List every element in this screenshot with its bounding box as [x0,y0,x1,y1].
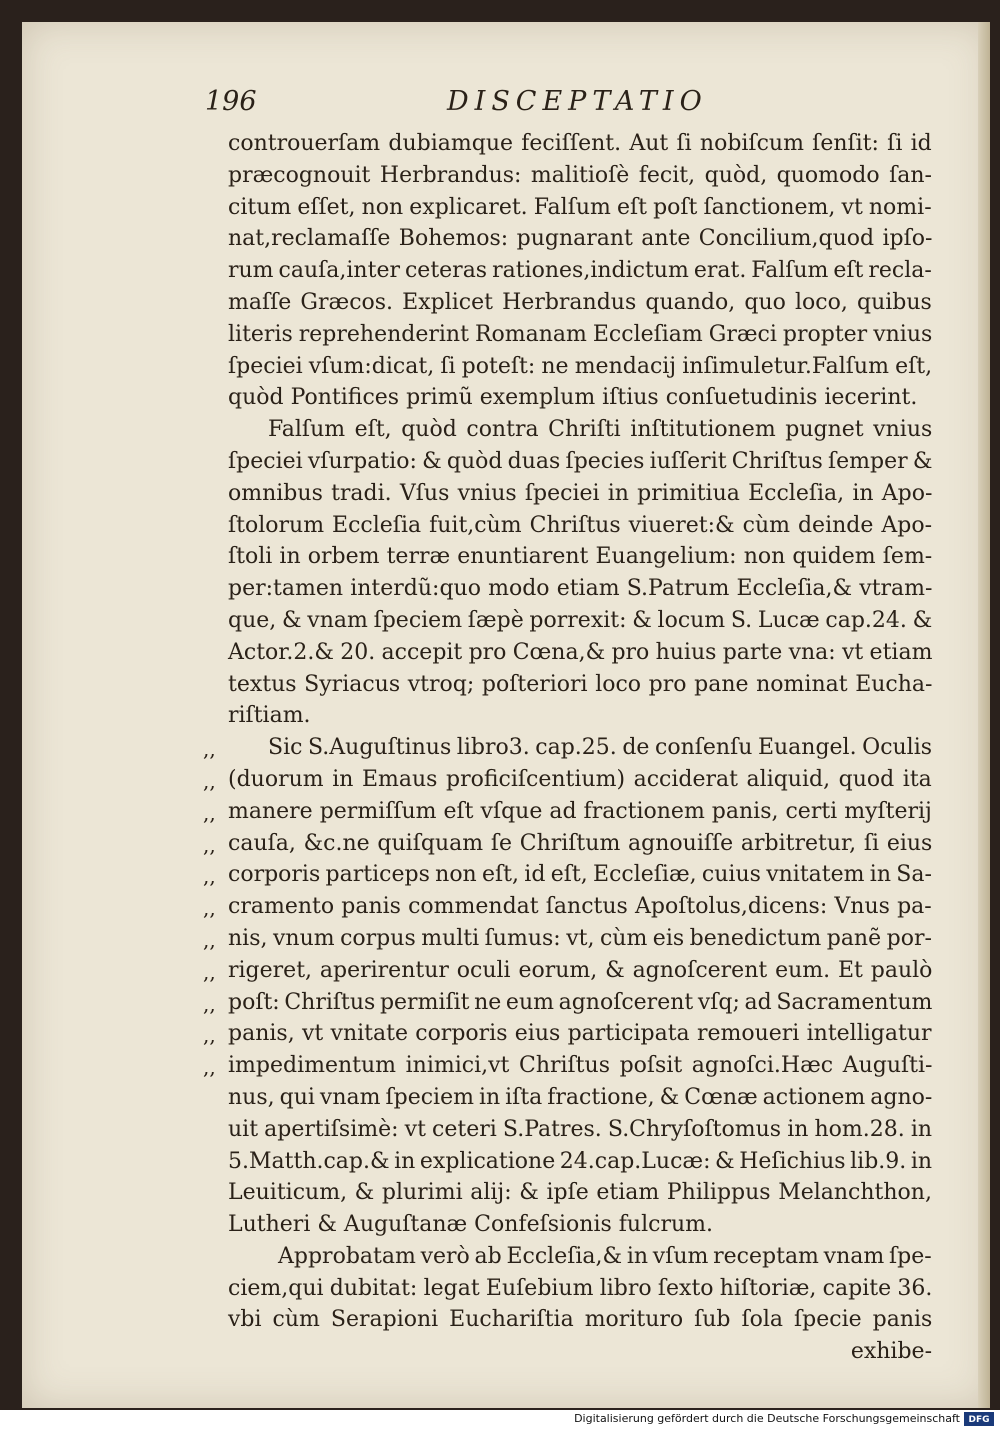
text-line-content: Falſum eſt, quòd contra Chriſti inſtitutionem pugnet vnius [268,417,933,443]
text-line-content: corporis particeps non eſt, id eſt, Eccleſiæ, cuius vnitatem in Sa- [228,862,932,888]
text-line [228,319,932,351]
text-line [228,859,932,891]
text-line [228,987,932,1019]
text-line [228,382,932,414]
marginal-quote-mark: ,, [203,800,216,825]
text-line-content: impedimentum inimici,vt Chriſtus poſsit agnoſci.Hæc Auguſti- [228,1053,933,1079]
footer-bar [0,1410,1000,1429]
text-line [228,192,932,224]
text-line [228,637,932,669]
text-line-content: per:tamen interdũ:quo modo etiam S.Patrum Eccleſia,& vtram- [228,576,933,602]
text-line-content: Leuiticum, & plurimi alij: & ipſe etiam Philippus Melanchthon, [228,1180,932,1206]
text-line [228,1146,932,1178]
text-line [228,223,932,255]
marginal-quote-mark: ,, [203,896,216,921]
text-line-content: exhibe- [850,1339,932,1365]
text-line-content: ſtolorum Eccleſia fuit,cùm Chriſtus viueret:& cùm deinde Apo- [228,512,933,538]
text-line-content: Sic S.Auguſtinus libro3. cap.25. de conſenſu Euangel. Oculis [268,735,933,761]
text-line [228,541,932,573]
text-line [228,1018,932,1050]
text-line [228,764,932,796]
running-head [205,86,725,126]
body-text [228,128,932,1368]
text-line-content: maſſe Græcos. Explicet Herbrandus quando, quo loco, quibus [228,289,932,315]
text-line [228,446,932,478]
text-line-content: panis, vt vnitate corporis eius participata remoueri intelligatur [228,1021,932,1047]
text-line [228,1177,932,1209]
text-line-content: ſtoli in orbem terræ enuntiarent Euangelium: non quidem ſem- [228,544,933,570]
text-line [228,605,932,637]
text-line [228,891,932,923]
text-line-content: ſpeciei vſurpatio: & quòd duas ſpecies iuſſerit Chriſtus ſemper & [228,448,933,474]
marginal-quote-mark: ,, [203,832,216,857]
text-line [228,828,932,860]
text-line-content: Actor.2.& 20. accepit pro Cœna,& pro huius parte vna: vt etiam [228,639,933,665]
marginal-quote-mark: ,, [203,959,216,984]
text-line [228,1114,932,1146]
text-line [228,128,932,160]
text-line-content: literis reprehenderint Romanam Eccleſiam Græci propter vnius [228,321,933,347]
text-line-content: rigeret, aperirentur oculi eorum, & agnoſcerent eum. Et paulò [228,957,933,983]
footer-credit: Digitalisierung gefördert durch die Deutsche Forschungsgemeinschaft [574,1412,960,1425]
text-line [228,1241,932,1273]
text-line [228,700,932,732]
text-line-content: uit apertiſsimè: vt ceteri S.Patres. S.Chryſoſtomus in hom.28. in [228,1116,933,1142]
text-line-content: manere permiſſum eſt vſque ad fractionem panis, certi myſterij [228,798,932,824]
page-number: 196 [205,86,257,117]
marginal-quote-mark: ,, [203,991,216,1016]
text-line [228,160,932,192]
text-line [228,669,932,701]
text-line [228,255,932,287]
text-line-content: rum cauſa,inter ceteras rationes,indictum erat. Falſum eſt recla- [228,258,932,284]
text-line [228,796,932,828]
text-line-content: cramento panis commendat ſanctus Apoſtolus,dicens: Vnus pa- [228,894,932,920]
text-line [228,1304,932,1336]
text-line [228,478,932,510]
text-line-content: citum eſſet, non explicaret. Falſum eſt poſt ſanctionem, vt nomi- [228,194,932,220]
dfg-logo: DFG [964,1412,994,1426]
text-line-content: riſtiam. [228,703,311,729]
text-line [228,351,932,383]
text-line [228,1273,932,1305]
text-line-content: (duorum in Emaus proficiſcentium) acciderat aliquid, quod ita [228,766,932,792]
text-line [228,510,932,542]
text-line-content: 5.Matth.cap.& in explicatione 24.cap.Lucæ: & Heſichius lib.9. in [228,1148,933,1174]
text-line [228,287,932,319]
text-line-content: vbi cùm Serapioni Euchariſtia morituro ſub ſola ſpecie panis [228,1307,933,1333]
text-line [228,1050,932,1082]
marginal-quote-mark: ,, [203,928,216,952]
marginal-quote-mark: ,, [203,1023,216,1048]
text-line-content: ſpeciei vſum:dicat, ſi poteſt: ne mendacij inſimuletur.Falſum eſt, [228,353,933,379]
marginal-quote-mark: ,, [203,864,216,889]
text-line [228,1209,932,1241]
text-line-content: Lutheri & Auguſtanæ Confeſsionis fulcrum. [228,1212,713,1238]
text-line [228,414,932,446]
text-line-content: præcognouit Herbrandus: malitioſè fecit, quòd, quomodo ſan- [228,162,932,188]
text-line-content: ciem,qui dubitat: legat Euſebium libro ſexto hiſtoriæ, capite 36. [228,1275,933,1301]
text-line-content: Approbatam verò ab Eccleſia,& in vſum receptam vnam ſpe- [278,1243,932,1269]
text-line [228,573,932,605]
running-title: DISCEPTATIO [447,86,708,117]
text-line [228,1082,932,1114]
text-line-content: nat,reclamaſſe Bohemos: pugnarant ante Concilium,quod ipſo- [228,226,933,252]
marginal-quote-mark: ,, [203,737,216,762]
text-line-content: omnibus tradi. Vſus vnius ſpeciei in primitiua Eccleſia, in Apo- [228,480,933,506]
text-line [228,732,932,764]
text-line-content: nus, qui vnam ſpeciem in iſta fractione, & Cœnæ actionem agno- [228,1084,933,1110]
text-line-content: textus Syriacus vtroq; poſteriori loco pro pane nominat Eucha- [228,671,933,697]
text-line-content: poſt: Chriſtus permiſit ne eum agnoſcerent vſq; ad Sacramentum [228,989,933,1015]
text-line [228,955,932,987]
text-line-content: cauſa, &c.ne quiſquam ſe Chriſtum agnouiſſe arbitretur, ſi eius [228,830,933,856]
marginal-quote-mark: ,, [203,1055,216,1080]
marginal-quote-mark: ,, [203,769,216,793]
page-edge [978,22,990,1408]
text-line-content: quòd Pontifices primũ exemplum iſtius conſuetudinis iecerint. [228,385,918,411]
text-line [228,923,932,955]
text-line [228,1336,932,1368]
text-line-content: controuerſam dubiamque feciſſent. Aut ſi nobiſcum ſenſit: ſi id [228,131,932,156]
text-line-content: que, & vnam ſpeciem ſæpè porrexit: & locum S. Lucæ cap.24. & [228,607,933,633]
text-line-content: nis, vnum corpus multi ſumus: vt, cùm eis benedictum panẽ por- [228,925,932,951]
